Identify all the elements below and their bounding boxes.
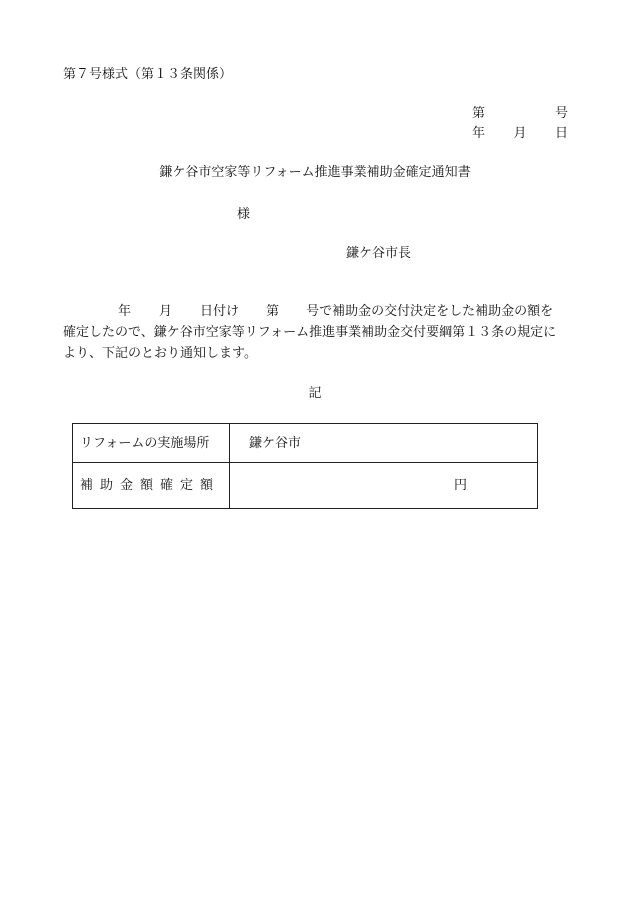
body-line-2: 確定したので、鎌ケ谷市空家等リフォーム推進事業補助金交付要綱第１３条の規定に bbox=[63, 325, 557, 340]
document-number-suffix: 号 bbox=[554, 106, 568, 121]
date-day-label: 日 bbox=[554, 126, 568, 141]
details-table bbox=[72, 423, 538, 509]
date-month-label: 月 bbox=[513, 126, 527, 141]
confirmed-amount-value: 円 bbox=[230, 463, 538, 509]
body-month: 月 bbox=[159, 304, 173, 319]
ki-heading: 記 bbox=[308, 386, 322, 401]
form-number: 第７号様式（第１３条関係） bbox=[63, 67, 233, 82]
document-date-line bbox=[472, 127, 568, 140]
body-number-prefix: 第 bbox=[266, 304, 280, 319]
body-line-1 bbox=[63, 305, 553, 318]
recipient-honorific: 様 bbox=[237, 207, 251, 222]
reform-location-label: リフォームの実施場所 bbox=[73, 424, 230, 463]
document-number-prefix: 第 bbox=[472, 106, 486, 121]
date-year-label: 年 bbox=[472, 126, 486, 141]
table-row bbox=[73, 424, 538, 463]
reform-location-value: 鎌ケ谷市 bbox=[230, 424, 538, 463]
body-line-3: より、下記のとおり通知します。 bbox=[63, 346, 257, 361]
body-line-1-rest: 号で補助金の交付決定をした補助金の額を bbox=[306, 304, 554, 319]
confirmed-amount-label: 補助金額確定額 bbox=[73, 463, 230, 509]
sender-name: 鎌ケ谷市長 bbox=[346, 246, 412, 261]
document-number-line bbox=[472, 107, 568, 120]
body-dated: 日付け bbox=[200, 304, 240, 319]
body-year: 年 bbox=[118, 304, 132, 319]
document-title: 鎌ケ谷市空家等リフォーム推進事業補助金確定通知書 bbox=[159, 165, 471, 180]
table-row bbox=[73, 463, 538, 509]
